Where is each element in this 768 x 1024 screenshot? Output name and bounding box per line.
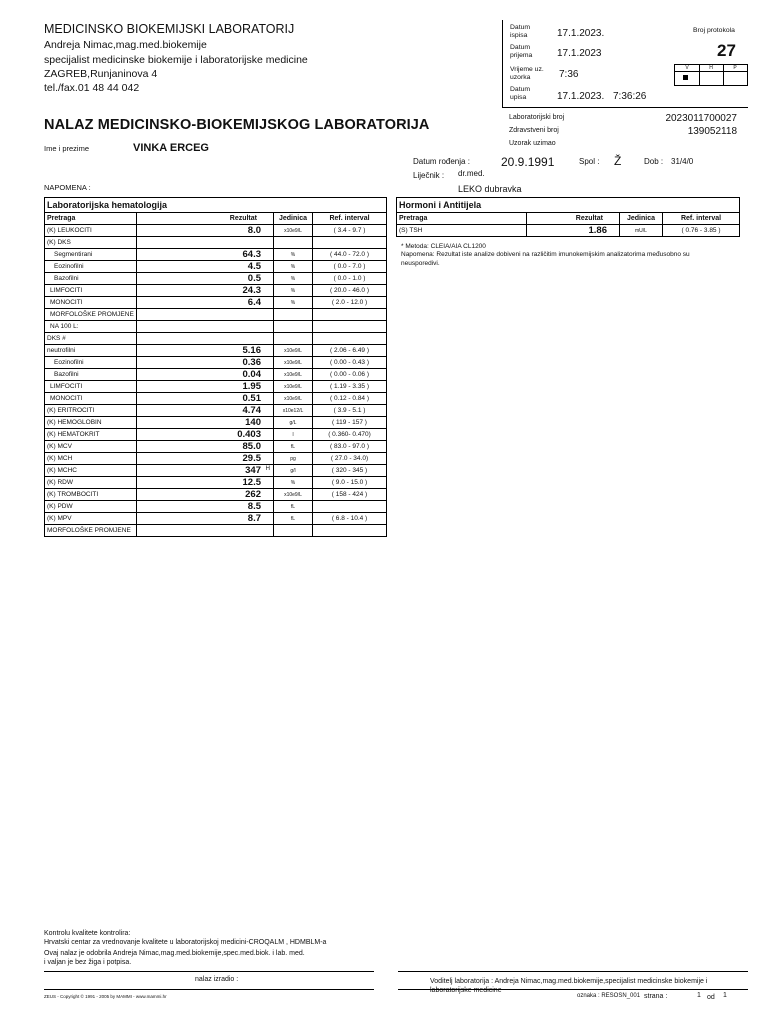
datum-upisa-label: Datum upisa <box>510 86 531 101</box>
vhp-checkbox-mark <box>683 75 688 80</box>
table-row <box>45 273 387 285</box>
lab-head: Andreja Nimac,mag.med.biokemije <box>44 39 207 51</box>
doctor-name: LEKO dubravka <box>458 184 522 194</box>
test-unit <box>274 309 313 321</box>
test-result: 4.74 <box>137 405 274 417</box>
table-row <box>45 429 387 441</box>
test-unit: % <box>274 285 313 297</box>
test-unit: x10e9/L <box>274 393 313 405</box>
valid-text: i valjan je bez žiga i potpisa. <box>44 959 132 966</box>
test-result: 1.95 <box>137 381 274 393</box>
director-text: Voditelj laboratorija : Andreja Nimac,mag.med.biokemije,specijalist medicinske biokemije i laboratorijske medicine <box>430 978 708 994</box>
dob-value: 20.9.1991 <box>501 155 555 169</box>
test-unit: x10e9/L <box>274 357 313 369</box>
test-name: DKS # <box>45 333 137 345</box>
col-ref: Ref. interval <box>663 213 740 225</box>
test-result <box>137 465 274 477</box>
table-row <box>45 345 387 357</box>
test-ref-interval: ( 9.0 - 15.0 ) <box>313 477 387 489</box>
test-unit: fL <box>274 513 313 525</box>
test-ref-interval: ( 119 - 157 ) <box>313 417 387 429</box>
test-unit: mU/L <box>620 225 663 237</box>
vrijeme-uzorka-label: Vrijeme uz. uzorka <box>510 66 544 81</box>
vrijeme-uzorka: 7:36 <box>559 69 579 80</box>
datum-prijema-label: Datum prijema <box>510 44 533 59</box>
meta-box <box>502 20 747 107</box>
test-unit: % <box>274 477 313 489</box>
test-ref-interval: ( 320 - 345 ) <box>313 465 387 477</box>
vrijeme-upisa: 7:36:26 <box>613 91 647 102</box>
test-name: (K) DKS <box>45 237 137 249</box>
test-name: (S) TSH <box>397 225 527 237</box>
test-result: 0.5 <box>137 273 274 285</box>
table-row <box>45 417 387 429</box>
lab-phone: tel./fax.01 48 44 042 <box>44 82 140 94</box>
test-name: MORFOLOŠKE PROMJENE <box>45 525 137 537</box>
col-ref: Ref. interval <box>313 213 387 225</box>
test-ref-interval <box>313 333 387 345</box>
table-row <box>45 237 387 249</box>
test-unit <box>274 237 313 249</box>
table-row <box>45 381 387 393</box>
test-unit: g/L <box>274 417 313 429</box>
test-name: NA 100 L: <box>45 321 137 333</box>
test-result <box>137 333 274 345</box>
table-row <box>45 249 387 261</box>
test-ref-interval: ( 0.00 - 0.06 ) <box>313 369 387 381</box>
test-unit: x10e12/L <box>274 405 313 417</box>
test-unit: pg <box>274 453 313 465</box>
doctor-label: Liječnik : <box>413 171 445 180</box>
test-ref-interval: ( 0.12 - 0.84 ) <box>313 393 387 405</box>
col-rezultat: Rezultat <box>527 213 620 225</box>
broj-protokola-label: Broj protokola <box>693 27 735 34</box>
table-row <box>45 261 387 273</box>
test-ref-interval: ( 0.00 - 0.43 ) <box>313 357 387 369</box>
test-ref-interval: ( 158 - 424 ) <box>313 489 387 501</box>
test-ref-interval: ( 0.76 - 3.85 ) <box>663 225 740 237</box>
test-result: 12.5 <box>137 477 274 489</box>
test-ref-interval: ( 3.4 - 9.7 ) <box>313 225 387 237</box>
patient-name: VINKA ERCEG <box>133 142 209 154</box>
table-row <box>45 453 387 465</box>
test-ref-interval: ( 20.0 - 46.0 ) <box>313 285 387 297</box>
page-total: 1 <box>723 992 727 999</box>
table-row <box>45 477 387 489</box>
vhp-v: V <box>685 65 689 71</box>
qc-body: Hrvatski centar za vrednovanje kvalitete u laboratorijskoj medicini-CROQALM , HDMBLM-a <box>44 939 327 946</box>
test-name: (K) MPV <box>45 513 137 525</box>
test-ref-interval <box>313 309 387 321</box>
test-result: 0.04 <box>137 369 274 381</box>
test-unit <box>274 525 313 537</box>
hormones-note: Napomena: Rezultat iste analize dobiveni na različitim imunokemijskim analizatorima međusobno su neusporedivi. <box>401 251 690 267</box>
table-row <box>45 405 387 417</box>
qc-label: Kontrolu kvalitete kontrolira: <box>44 930 131 937</box>
test-name: (K) PDW <box>45 501 137 513</box>
test-ref-interval <box>313 321 387 333</box>
table-row <box>45 525 387 537</box>
lab-address: ZAGREB,Runjaninova 4 <box>44 68 158 80</box>
test-result <box>137 525 274 537</box>
copyright: ZEUS - Copyright © 1991 - 2005 by MAMMI - www.mammi.hr <box>44 994 167 999</box>
test-name: neutrofilni <box>45 345 137 357</box>
test-unit: % <box>274 297 313 309</box>
table-row <box>45 297 387 309</box>
test-name: (K) HEMOGLOBIN <box>45 417 137 429</box>
test-ref-interval: ( 0.360- 0.470) <box>313 429 387 441</box>
test-unit: x10e9/L <box>274 489 313 501</box>
zdravstveni-broj-label: Zdravstveni broj <box>509 127 559 134</box>
col-rezultat: Rezultat <box>137 213 274 225</box>
age-label: Dob : <box>644 157 664 166</box>
test-name: LIMFOCITI <box>45 285 137 297</box>
test-ref-interval <box>313 237 387 249</box>
table-row <box>45 369 387 381</box>
test-result: 6.4 <box>137 297 274 309</box>
lab-name: MEDICINSKO BIOKEMIJSKI LABORATORIJ <box>44 22 295 36</box>
spol-value: Ž <box>614 154 622 168</box>
test-name: Eozinofilni <box>45 357 137 369</box>
method-note: * Metoda: CLEIA/AIA CL1200 <box>401 243 486 250</box>
table-row <box>45 513 387 525</box>
test-unit: % <box>274 249 313 261</box>
test-result: 29.5 <box>137 453 274 465</box>
test-result: 85.0 <box>137 441 274 453</box>
strana-label: strana : <box>644 993 668 1000</box>
datum-prijema: 17.1.2023 <box>557 48 602 59</box>
table-row <box>397 225 740 237</box>
hormones-title: Hormoni i Antitijela <box>397 198 740 213</box>
test-result: 140 <box>137 417 274 429</box>
zdravstveni-broj: 139052118 <box>687 126 737 137</box>
test-result: 5.16 <box>137 345 274 357</box>
table-row <box>45 393 387 405</box>
test-unit: fL <box>274 441 313 453</box>
test-ref-interval <box>313 501 387 513</box>
lab-broj-label: Laboratorijski broj <box>509 114 565 121</box>
report-title: NALAZ MEDICINSKO-BIOKEMIJSKOG LABORATORIJA <box>44 117 430 133</box>
test-ref-interval: ( 0.0 - 1.0 ) <box>313 273 387 285</box>
test-result: 0.403 <box>137 429 274 441</box>
test-name: MONOCITI <box>45 297 137 309</box>
test-ref-interval: ( 44.0 - 72.0 ) <box>313 249 387 261</box>
test-name: (K) MCHC <box>45 465 137 477</box>
test-ref-interval: ( 2.0 - 12.0 ) <box>313 297 387 309</box>
hormones-table <box>396 197 740 237</box>
table-row <box>45 489 387 501</box>
dob-label: Datum rođenja : <box>413 157 470 166</box>
lab-specialty: specijalist medicinske biokemije i laboratorijske medicine <box>44 54 308 66</box>
test-unit: g/l <box>274 465 313 477</box>
broj-protokola: 27 <box>717 41 736 60</box>
test-name: (K) ERITROCITI <box>45 405 137 417</box>
test-ref-interval <box>313 525 387 537</box>
table-row <box>45 441 387 453</box>
test-result: 8.0 <box>137 225 274 237</box>
prepared-label: nalaz izradio : <box>195 976 239 983</box>
doctor-title: dr.med. <box>458 169 485 178</box>
test-unit: fL <box>274 501 313 513</box>
col-pretraga: Pretraga <box>45 213 137 225</box>
patient-name-label: Ime i prezime <box>44 144 90 153</box>
test-ref-interval: ( 27.0 - 34.0) <box>313 453 387 465</box>
test-unit <box>274 321 313 333</box>
test-ref-interval: ( 0.0 - 7.0 ) <box>313 261 387 273</box>
oznaka: oznaka : RESOSN_001 <box>577 993 641 999</box>
table-row <box>45 309 387 321</box>
test-result: 0.51 <box>137 393 274 405</box>
test-name: LIMFOCITI <box>45 381 137 393</box>
col-jedinica: Jedinica <box>620 213 663 225</box>
napomena-label: NAPOMENA : <box>44 183 91 192</box>
test-result <box>137 309 274 321</box>
test-name: (K) TROMBOCITI <box>45 489 137 501</box>
table-row <box>45 285 387 297</box>
test-result <box>137 237 274 249</box>
test-result: 0.36 <box>137 357 274 369</box>
approved-text: Ovaj nalaz je odobrila Andreja Nimac,mag.med.biokemije,spec.med.biok. i lab. med. <box>44 950 305 957</box>
test-result-value: 347 <box>245 464 261 476</box>
test-unit: % <box>274 261 313 273</box>
datum-ispisa: 17.1.2023. <box>557 28 605 39</box>
datum-ispisa-label: Datum ispisa <box>510 24 531 39</box>
test-result: 262 <box>137 489 274 501</box>
test-name: (K) HEMATOKRIT <box>45 429 137 441</box>
test-unit: x10e9/L <box>274 369 313 381</box>
table-row <box>45 225 387 237</box>
hematology-table <box>44 197 387 537</box>
test-ref-interval: ( 83.0 - 97.0 ) <box>313 441 387 453</box>
test-result: 8.5 <box>137 501 274 513</box>
test-name: (K) MCV <box>45 441 137 453</box>
test-unit: l <box>274 429 313 441</box>
test-unit: x10e9/L <box>274 381 313 393</box>
age-value: 31/4/0 <box>671 157 694 166</box>
table-row <box>45 333 387 345</box>
test-name: Bazofilni <box>45 369 137 381</box>
test-name: MONOCITI <box>45 393 137 405</box>
datum-upisa: 17.1.2023. <box>557 91 605 102</box>
test-ref-interval: ( 2.06 - 6.49 ) <box>313 345 387 357</box>
test-unit: % <box>274 273 313 285</box>
col-jedinica: Jedinica <box>274 213 313 225</box>
test-name: Segmentirani <box>45 249 137 261</box>
table-row <box>45 465 387 477</box>
page-of: od <box>707 994 715 1001</box>
test-result: 4.5 <box>137 261 274 273</box>
test-name: MORFOLOŠKE PROMJENE <box>45 309 137 321</box>
test-name: (K) LEUKOCITI <box>45 225 137 237</box>
test-unit <box>274 333 313 345</box>
test-result: 8.7 <box>137 513 274 525</box>
spol-label: Spol : <box>579 157 600 166</box>
page-number: 1 <box>697 992 701 999</box>
uzorak-uzimao-label: Uzorak uzimao <box>509 140 556 147</box>
test-name: (K) MCH <box>45 453 137 465</box>
test-name: (K) RDW <box>45 477 137 489</box>
vhp-p: P <box>733 65 737 71</box>
col-pretraga: Pretraga <box>397 213 527 225</box>
lab-broj: 2023011700027 <box>665 113 737 124</box>
test-result: 64.3 <box>137 249 274 261</box>
table-row <box>45 357 387 369</box>
vhp-h: H <box>709 65 713 71</box>
test-result: 24.3 <box>137 285 274 297</box>
test-unit: x10e9/L <box>274 225 313 237</box>
test-result <box>137 321 274 333</box>
test-unit: x10e9/L <box>274 345 313 357</box>
test-name: Bazofilni <box>45 273 137 285</box>
table-row <box>45 321 387 333</box>
high-flag: H <box>265 466 270 472</box>
test-ref-interval: ( 6.8 - 10.4 ) <box>313 513 387 525</box>
vhp-box <box>674 64 748 86</box>
test-ref-interval: ( 3.9 - 5.1 ) <box>313 405 387 417</box>
test-result: 1.86 <box>527 225 620 237</box>
test-name: Eozinofilni <box>45 261 137 273</box>
hematology-title: Laboratorijska hematologija <box>45 198 387 213</box>
table-row <box>45 501 387 513</box>
test-ref-interval: ( 1.19 - 3.35 ) <box>313 381 387 393</box>
